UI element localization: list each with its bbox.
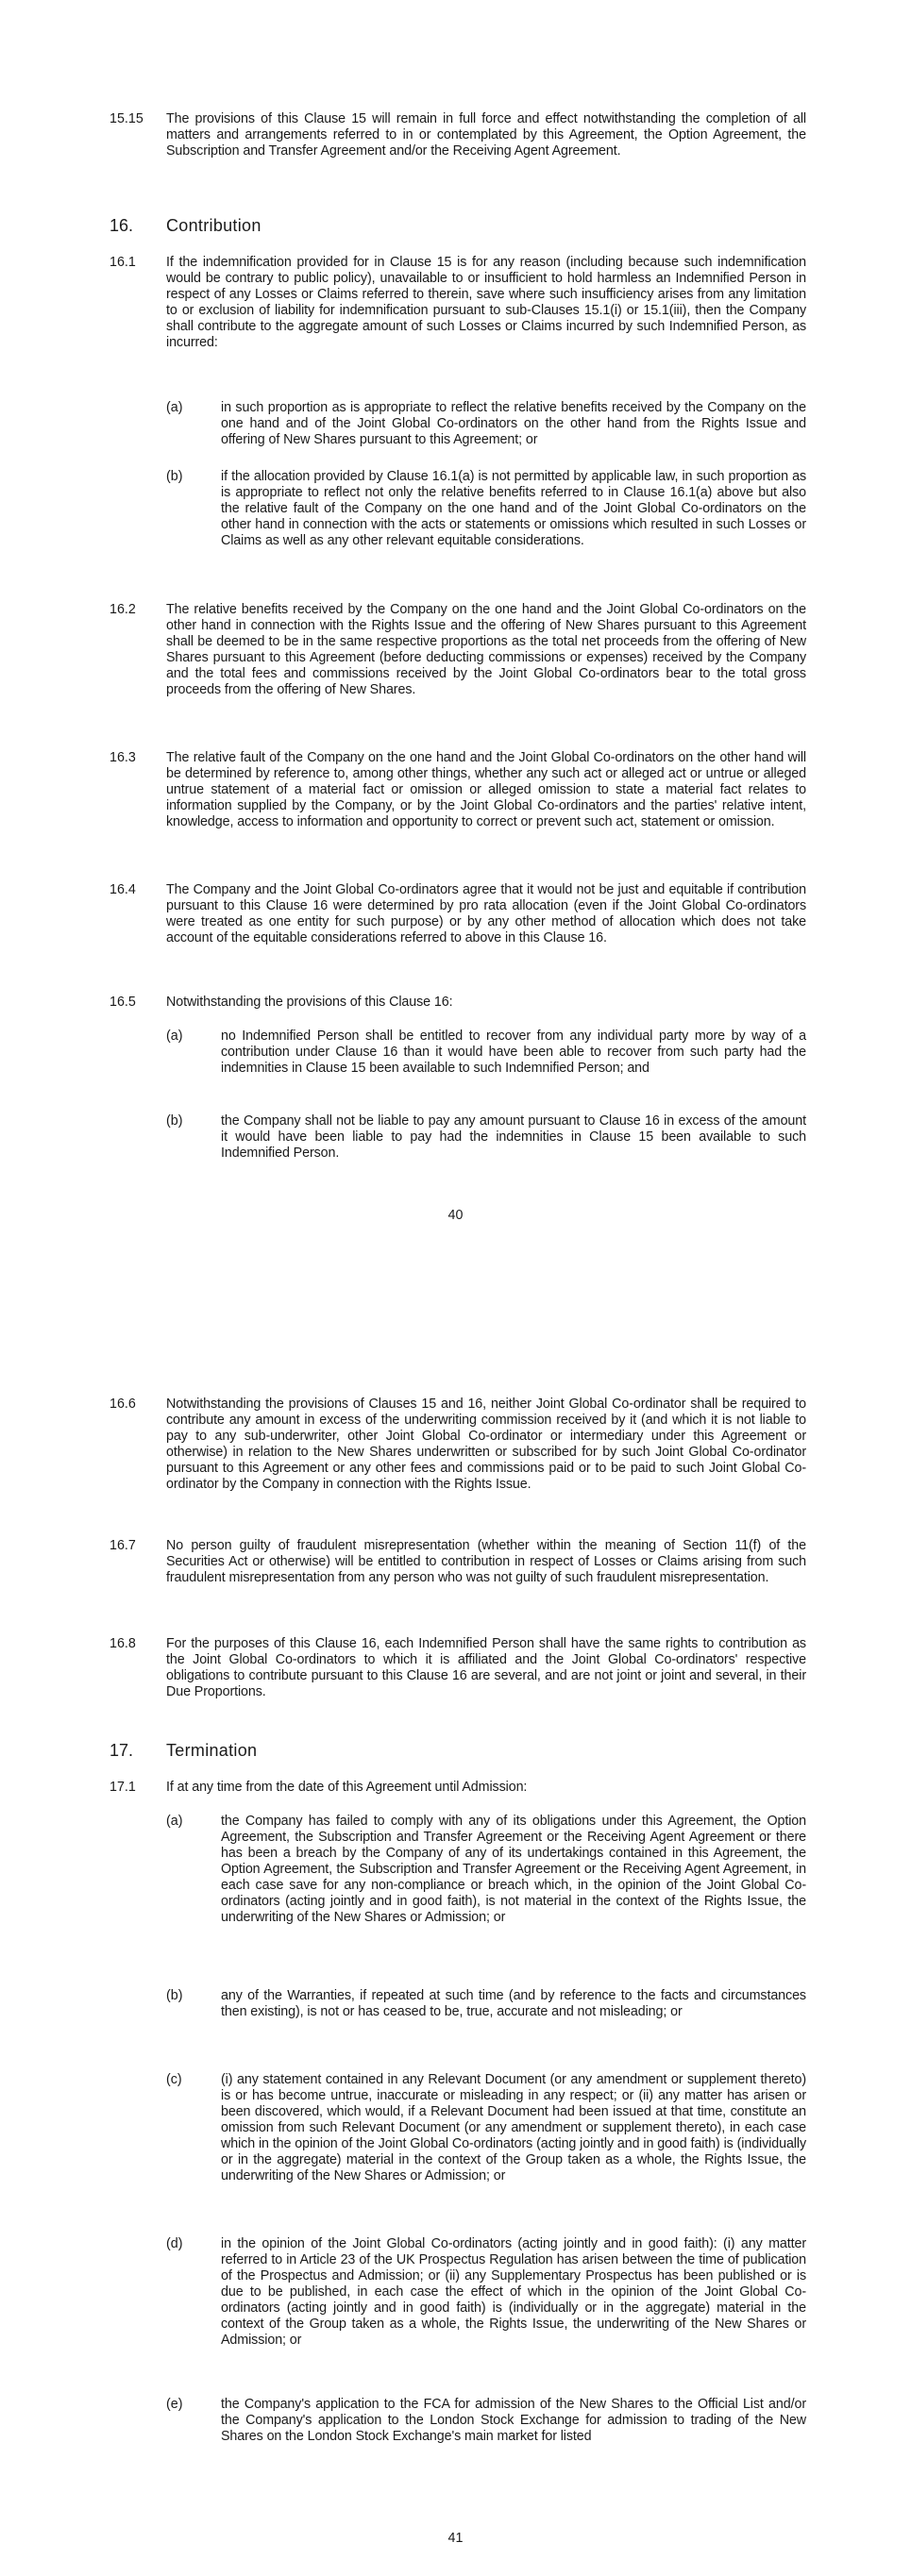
subclause-label: (b) — [166, 469, 183, 484]
clause-17-1-d-text: in the opinion of the Joint Global Co-ordinators (acting jointly and in good faith): (i) any matter referred to in Article 23 of the UK Prospectus Regulation has arisen between the time of publication of the Prospectus and Admission; or (ii) any Supplementary Prospectus has been published or is due to be published, in each case the effect of which in the opinion of the Joint Global Co-ordinators (acting jointly and in good faith) is (individually or in the aggregate) material in the context of the Group taken as a whole, the Rights Issue, the underwriting of the New Shares or Admission; or — [221, 2236, 806, 2348]
section-heading-contribution: Contribution — [166, 216, 261, 235]
clause-16-3-text: The relative fault of the Company on the one hand and the Joint Global Co-ordinators on the other hand will be determined by reference to, among other things, whether any such act or alleged act or untrue or alleged untrue statement of a material fact or omission or alleged omission to state a material fact relates to information supplied by the Company, or by the Joint Global Co-ordinators and the parties' relative intent, knowledge, access to information and opportunity to correct or prevent such act, statement or omission. — [166, 750, 806, 829]
clause-number: 16.8 — [110, 1636, 136, 1651]
section-heading-termination: Termination — [166, 1741, 258, 1760]
clause-16-5-b-text: the Company shall not be liable to pay any amount pursuant to Clause 16 in excess of the amount it would have been liable to pay had the indemnities in Clause 15 been available to such Indemnified Person. — [221, 1113, 806, 1161]
clause-16-6-text: Notwithstanding the provisions of Clauses 15 and 16, neither Joint Global Co-ordinator shall be required to contribute any amount in excess of the underwriting commission received by it (and which it is not liable to pay to any sub-underwriter, other Joint Global Co-ordinator or intermediary under this Agreement or otherwise) in relation to the New Shares underwritten or subscribed for by such Joint Global Co-ordinator pursuant to this Agreement or any other fees and commissions paid or to be paid to such Joint Global Co-ordinator by the Company in connection with the Rights Issue. — [166, 1397, 806, 1492]
clause-number: 16.5 — [110, 995, 136, 1010]
clause-number: 16.2 — [110, 602, 136, 617]
page-40 — [0, 0, 911, 1283]
subclause-label: (c) — [166, 2072, 182, 2087]
clause-16-5-text: Notwithstanding the provisions of this Clause 16: — [166, 995, 453, 1010]
clause-16-7-text: No person guilty of fraudulent misrepresentation (whether within the meaning of Section 11(f) of the Securities Act or otherwise) will be entitled to contribution in respect of Losses or Claims arising from such fraudulent misrepresentation from any person who was not guilty of such fraudulent misrepresentation. — [166, 1538, 806, 1585]
clause-17-1-c-text: (i) any statement contained in any Relevant Document (or any amendment or supplement thereto) is or has become untrue, inaccurate or misleading in any respect; or (ii) any matter has arisen or been discovered, which would, if a Relevant Document had been issued at that time, constitute an omission from such Relevant Document (or any amendment or supplement thereto), in each case which in the opinion of the Joint Global Co-ordinators (acting jointly and in good faith) is (individually or in the aggregate) material in the context of the Group taken as a whole, the Rights Issue, the underwriting of the New Shares or Admission; or — [221, 2072, 806, 2183]
clause-16-5-a-text: no Indemnified Person shall be entitled to recover from any individual party more by way of a contribution under Clause 16 than it would have been able to recover from such party had the indemnities in Clause 15 been available to such Indemnified Person; and — [221, 1029, 806, 1076]
clause-16-1-text: If the indemnification provided for in Clause 15 is for any reason (including because such indemnification would be contrary to public policy), unavailable to or insufficient to hold harmless an Indemnified Person in respect of any Losses or Claims referred to therein, save where such insufficiency arises from any limitation to or exclusion of liability for indemnification pursuant to sub-Clauses 15.1(i) or 15.1(iii), then the Company shall contribute to the aggregate amount of such Losses or Claims incurred by such Indemnified Person, as incurred: — [166, 255, 806, 350]
clause-15-15-text: The provisions of this Clause 15 will remain in full force and effect notwithstanding the completion of all matters and arrangements referred to in or contemplated by this Agreement, the Option Agreement, the Subscription and Transfer Agreement and/or the Receiving Agent Agreement. — [166, 111, 806, 159]
subclause-label: (b) — [166, 1113, 183, 1129]
clause-16-1-a-text: in such proportion as is appropriate to reflect the relative benefits received by the Company on the one hand and of the Joint Global Co-ordinators on the other hand from the Rights Issue and offering of New Shares pursuant to this Agreement; or — [221, 400, 806, 447]
clause-16-1-b-text: if the allocation provided by Clause 16.1(a) is not permitted by applicable law, in such proportion as is appropriate to reflect not only the relative benefits referred to in Clause 16.1(a) above but also the relative fault of the Company on the one hand and of the Joint Global Co-ordinators on the other hand in connection with the acts or statements or omissions which resulted in such Losses or Claims as well as any other relevant equitable considerations. — [221, 469, 806, 548]
clause-17-1-a-text: the Company has failed to comply with any of its obligations under this Agreement, the Option Agreement, the Subscription and Transfer Agreement or the Receiving Agent Agreement or there has been a breach by the Company of any of its undertakings contained in this Agreement, the Option Agreement, the Subscription and Transfer Agreement or the Receiving Agent Agreement, in each case save for any non-compliance or breach which, in the opinion of the Joint Global Co-ordinators (acting jointly and in good faith), is not material in the context of the Rights Issue, the underwriting of the New Shares or Admission; or — [221, 1814, 806, 1925]
section-number: 17. — [110, 1741, 134, 1760]
clause-number: 17.1 — [110, 1780, 136, 1795]
clause-number: 15.15 — [110, 111, 143, 126]
subclause-label: (b) — [166, 1988, 183, 2003]
subclause-label: (a) — [166, 1029, 183, 1044]
subclause-label: (a) — [166, 400, 183, 415]
clause-17-1-text: If at any time from the date of this Agreement until Admission: — [166, 1780, 528, 1795]
subclause-label: (e) — [166, 2397, 183, 2412]
clause-number: 16.1 — [110, 255, 136, 270]
subclause-label: (d) — [166, 2236, 183, 2251]
page-41 — [0, 1359, 911, 2576]
clause-number: 16.6 — [110, 1397, 136, 1412]
clause-number: 16.7 — [110, 1538, 136, 1553]
page-number: 41 — [447, 2531, 464, 2546]
clause-17-1-e-text: the Company's application to the FCA for admission of the New Shares to the Official List and/or the Company's application to the London Stock Exchange for admission to trading of the New Shares on the London Stock Exchange's main market for listed — [221, 2397, 806, 2444]
section-number: 16. — [110, 216, 134, 235]
clause-number: 16.3 — [110, 750, 136, 765]
page-number: 40 — [447, 1208, 464, 1223]
clause-16-8-text: For the purposes of this Clause 16, each Indemnified Person shall have the same rights to contribution as the Joint Global Co-ordinators to which it is affiliated and the Joint Global Co-ordinators' respective obligations to contribute pursuant to this Clause 16 are several, and are not joint or joint and several, in their Due Proportions. — [166, 1636, 806, 1699]
clause-number: 16.4 — [110, 882, 136, 897]
clause-17-1-b-text: any of the Warranties, if repeated at such time (and by reference to the facts and circumstances then existing), is not or has ceased to be, true, accurate and not misleading; or — [221, 1988, 806, 2019]
clause-16-4-text: The Company and the Joint Global Co-ordinators agree that it would not be just and equitable if contribution pursuant to this Clause 16 were determined by pro rata allocation (even if the Joint Global Co-ordinators were treated as one entity for such purpose) or by any other method of allocation which does not take account of the equitable considerations referred to above in this Clause 16. — [166, 882, 806, 945]
clause-16-2-text: The relative benefits received by the Company on the one hand and the Joint Global Co-ordinators on the other hand in connection with the Rights Issue and the offering of New Shares pursuant to this Agreement shall be deemed to be in the same respective proportions as the total net proceeds from the offering of New Shares pursuant to this Agreement (before deducting commissions or expenses) received by the Company and the total fees and commissions received by the Joint Global Co-ordinators bear to the total gross proceeds from the offering of New Shares. — [166, 602, 806, 697]
subclause-label: (a) — [166, 1814, 183, 1829]
